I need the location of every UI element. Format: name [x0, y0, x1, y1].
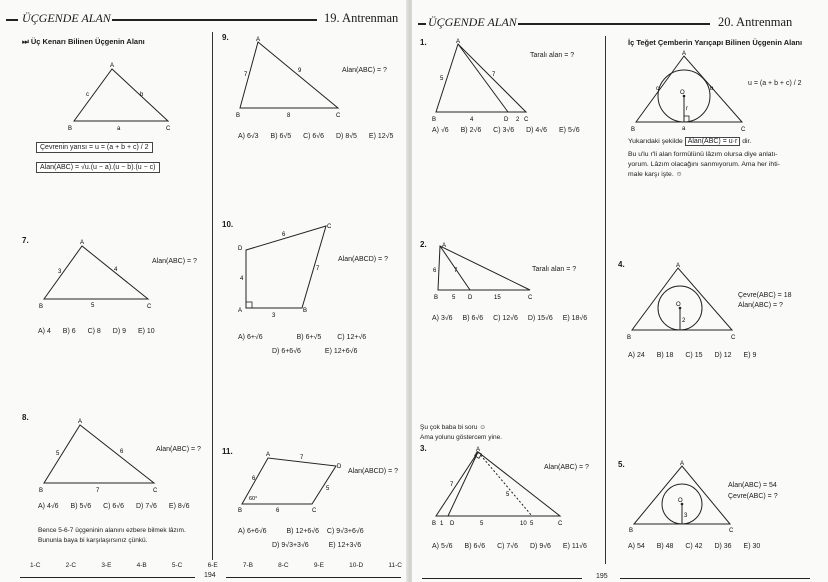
q10-quadrilateral [232, 220, 342, 320]
svg-text:1: 1 [440, 521, 444, 527]
choice[interactable]: A) 5√6 [432, 543, 453, 550]
svg-text:C: C [524, 117, 529, 123]
svg-text:C: C [336, 113, 341, 119]
svg-text:D: D [450, 521, 455, 527]
choice[interactable]: D) 9√3+3√6 [272, 542, 309, 549]
choice[interactable]: D) 6+6√6 [272, 348, 301, 355]
incircle-note-line2: yorum. Lâzım olacağını sanmıyorum. Ama her ihti- [628, 161, 780, 168]
svg-text:B: B [238, 508, 243, 514]
left-page [0, 0, 408, 582]
q1-triangle [428, 36, 538, 124]
svg-text:5: 5 [440, 76, 444, 82]
footer-rule [422, 578, 582, 579]
q3-intro-line1: Şu çok baba bi soru ☺ [420, 424, 486, 431]
q3-choices [432, 543, 597, 550]
answer-key-item: 1-C [30, 562, 41, 569]
svg-text:7: 7 [316, 266, 320, 272]
choice[interactable]: A) 4√6 [38, 503, 59, 510]
svg-text:D: D [337, 464, 342, 470]
choice[interactable]: B) 12+6√6 [286, 528, 319, 535]
answer-key-item: 10-D [349, 562, 364, 569]
svg-text:A: A [256, 37, 261, 43]
question-number: 11. [222, 447, 233, 456]
question-number: 9. [222, 33, 229, 42]
q5-choices [628, 543, 770, 550]
svg-text:C: C [147, 304, 152, 310]
svg-text:D: D [504, 117, 509, 123]
choice[interactable]: B) 18 [656, 352, 674, 359]
choice[interactable]: A) 54 [628, 543, 645, 550]
fast-forward-icon: ⏭ [22, 37, 31, 46]
q11-question: Alan(ABCD) = ? [348, 468, 398, 475]
svg-text:r: r [686, 106, 688, 112]
svg-text:7: 7 [492, 72, 496, 78]
q11-quadrilateral [234, 448, 354, 518]
q8-choices [38, 503, 199, 510]
svg-text:6: 6 [433, 268, 437, 274]
question-number: 3. [420, 444, 427, 453]
q5-triangle [626, 460, 740, 536]
q4-question: Alan(ABC) = ? [738, 302, 783, 309]
svg-text:D: D [238, 246, 243, 252]
incircle-area-formula: Alan(ABC) = u·r [685, 137, 741, 146]
svg-text:B: B [629, 528, 634, 534]
svg-text:5: 5 [326, 486, 330, 492]
q4-triangle [624, 262, 740, 342]
svg-text:5: 5 [480, 521, 484, 527]
page-number: 194 [204, 572, 216, 579]
svg-text:A: A [80, 240, 85, 246]
q7-triangle [36, 237, 156, 313]
q5-question: Çevre(ABC) = ? [728, 493, 778, 500]
svg-text:A: A [680, 461, 685, 467]
svg-text:C: C [166, 126, 171, 132]
svg-text:A: A [676, 263, 681, 269]
answer-key-item: 9-E [313, 562, 324, 569]
choice[interactable]: C) 6√6 [103, 503, 125, 510]
incircle-semiperimeter-formula: u = (a + b + c) / 2 [748, 80, 802, 87]
svg-text:C: C [731, 335, 736, 341]
question-number: 8. [22, 413, 29, 422]
choice[interactable]: E) 9 [743, 352, 757, 359]
question-number: 2. [420, 240, 427, 249]
footer-rule [20, 577, 195, 578]
q1-question: Taralı alan = ? [530, 52, 575, 59]
incircle-note-line3: male karşı işte. ☺ [628, 171, 683, 178]
svg-text:C: C [558, 521, 563, 527]
choice[interactable]: B) 6√5 [270, 133, 292, 140]
svg-text:c: c [86, 92, 89, 98]
choice[interactable]: B) 5√6 [70, 503, 92, 510]
choice[interactable]: C) 6√6 [303, 133, 325, 140]
svg-text:O: O [676, 302, 681, 308]
svg-text:B: B [39, 488, 44, 494]
choice[interactable]: E) 8√6 [168, 503, 190, 510]
q4-choices [628, 352, 766, 359]
column-divider [212, 32, 213, 560]
header-rule [418, 23, 426, 25]
choice[interactable]: E) 12+6√6 [324, 348, 358, 355]
answer-key-item: 8-C [278, 562, 289, 569]
header-rule [112, 19, 317, 21]
svg-text:O: O [680, 90, 685, 96]
svg-text:2: 2 [516, 117, 520, 123]
choice[interactable]: A) 6√3 [238, 133, 259, 140]
svg-text:B: B [39, 304, 44, 310]
q7-choices [38, 328, 165, 335]
q4-perimeter: Çevre(ABC) = 18 [738, 292, 792, 299]
svg-text:A: A [78, 419, 83, 425]
svg-text:5: 5 [452, 295, 456, 301]
answer-key-item: 3-E [101, 562, 112, 569]
svg-text:7: 7 [450, 482, 454, 488]
svg-text:B: B [303, 308, 308, 314]
choice[interactable]: D) 9 [112, 328, 127, 335]
svg-text:D: D [468, 295, 473, 301]
answer-key [30, 562, 402, 569]
semiperimeter-formula: Çevrenin yarısı = u = (a + b + c) / 2 [36, 142, 153, 153]
choice[interactable]: A) 3√6 [432, 315, 453, 322]
q3-question: Alan(ABC) = ? [544, 464, 589, 471]
svg-text:A: A [476, 447, 481, 453]
svg-text:c: c [656, 86, 659, 92]
svg-text:7: 7 [454, 268, 458, 274]
choice[interactable]: B) 48 [656, 543, 674, 550]
svg-text:C: C [729, 528, 734, 534]
svg-text:3: 3 [58, 269, 62, 275]
question-number: 10. [222, 220, 234, 229]
svg-text:C: C [327, 224, 332, 230]
svg-text:2: 2 [682, 318, 686, 324]
choice[interactable]: D) 36 [714, 543, 732, 550]
section-title: ⏭ Üç Kenarı Bilinen Üçgenin Alanı [22, 37, 145, 46]
q1-choices [432, 127, 590, 134]
incircle-note-line1: Bu u'lu r'li alan formülünü lâzım olursa diye anlatı- [628, 151, 778, 158]
incircle-triangle-figure [628, 50, 758, 136]
footer-rule [226, 577, 401, 578]
q8-question: Alan(ABC) = ? [156, 446, 201, 453]
q2-triangle [430, 240, 540, 302]
svg-text:C: C [153, 488, 158, 494]
training-number: 19. Antrenman [324, 11, 399, 25]
generic-triangle-figure [60, 58, 180, 138]
svg-text:7: 7 [300, 455, 304, 461]
svg-text:3: 3 [684, 513, 688, 519]
q9-triangle [232, 34, 352, 122]
page-number: 195 [596, 573, 608, 580]
q8-note-line1: Bence 5-6-7 üçgeninin alanını ezbere bilmek lâzım. [38, 527, 186, 534]
question-number: 7. [22, 236, 29, 245]
heron-formula: Alan(ABC) = √u.(u − a).(u − b).(u − c) [36, 162, 160, 173]
svg-text:B: B [432, 521, 437, 527]
choice[interactable]: A) 6+√6 [238, 334, 263, 341]
answer-key-item: 4-B [136, 562, 147, 569]
svg-text:O: O [678, 498, 683, 504]
svg-text:7: 7 [96, 488, 100, 494]
answer-key-item: 11-C [388, 562, 402, 569]
choice[interactable]: E) 18√6 [562, 315, 588, 322]
choice[interactable]: B) 6+√5 [296, 334, 322, 341]
header-rule [518, 23, 710, 25]
header-title: ÜÇGENDE ALAN [428, 15, 517, 29]
choice[interactable]: D) 12 [714, 352, 732, 359]
q11-choices-row1 [238, 528, 374, 535]
choice[interactable]: E) 10 [137, 328, 155, 335]
choice[interactable]: A) 6+6√6 [238, 528, 267, 535]
svg-text:A: A [266, 452, 271, 458]
svg-text:b: b [710, 86, 714, 92]
choice[interactable]: D) 8√5 [335, 133, 357, 140]
choice[interactable]: C) 3√6 [493, 127, 515, 134]
svg-text:4: 4 [114, 267, 118, 273]
svg-text:4: 4 [470, 117, 474, 123]
incircle-description: Yukarıdaki şekilde Alan(ABC) = u·r dir. [628, 138, 752, 145]
svg-text:B: B [627, 335, 632, 341]
svg-text:C: C [741, 127, 746, 133]
choice[interactable]: E) 12+3√6 [328, 542, 362, 549]
svg-text:6: 6 [252, 476, 256, 482]
svg-text:7: 7 [244, 72, 248, 78]
svg-text:5: 5 [91, 303, 95, 309]
choice[interactable]: C) 7√6 [497, 543, 519, 550]
question-number: 5. [618, 460, 625, 469]
question-number: 1. [420, 38, 427, 47]
q9-question: Alan(ABC) = ? [342, 67, 387, 74]
q7-question: Alan(ABC) = ? [152, 258, 197, 265]
choice[interactable]: D) 7√6 [135, 503, 157, 510]
svg-text:B: B [68, 126, 73, 132]
answer-key-item: 2-C [65, 562, 77, 569]
choice[interactable]: A) √6 [432, 127, 449, 134]
answer-key-item: 7-B [242, 562, 253, 569]
svg-text:15: 15 [494, 295, 501, 301]
svg-text:a: a [682, 126, 686, 132]
choice[interactable]: C) 8 [87, 328, 101, 335]
svg-text:A: A [442, 243, 447, 249]
choice[interactable]: C) 42 [685, 543, 703, 550]
q11-choices-row2 [272, 542, 371, 549]
right-page [412, 0, 828, 582]
choice[interactable]: D) 9√6 [529, 543, 551, 550]
svg-text:60°: 60° [249, 496, 258, 502]
question-number: 4. [618, 260, 625, 269]
svg-text:B: B [434, 295, 439, 301]
choice[interactable]: B) 2√6 [460, 127, 482, 134]
svg-text:10: 10 [520, 521, 527, 527]
choice[interactable]: C) 12+√6 [337, 334, 367, 341]
svg-text:b: b [140, 92, 144, 98]
q10-choices-row1 [238, 334, 376, 341]
svg-text:A: A [456, 39, 461, 45]
svg-text:6: 6 [120, 449, 124, 455]
q10-choices-row2 [272, 348, 367, 355]
header-title: ÜÇGENDE ALAN [22, 11, 111, 25]
footer-rule [620, 578, 810, 579]
svg-text:C: C [312, 508, 317, 514]
choice[interactable]: B) 6 [62, 328, 76, 335]
q8-note-line2: Bununla baya bi karşılaşırsınız çünkü. [38, 537, 148, 544]
choice[interactable]: E) 12√5 [368, 133, 394, 140]
svg-text:3: 3 [272, 313, 276, 319]
svg-text:6: 6 [276, 508, 280, 514]
svg-text:8: 8 [287, 113, 291, 119]
svg-text:5: 5 [530, 521, 534, 527]
choice[interactable]: B) 6√6 [464, 543, 486, 550]
q3-intro-line2: Ama yolunu göstercem yine. [420, 434, 503, 441]
q3-triangle [428, 444, 568, 530]
q5-area: Alan(ABC) = 54 [728, 482, 777, 489]
svg-text:C: C [528, 295, 533, 301]
q8-triangle [36, 415, 166, 495]
section-title: İç Teğet Çemberin Yarıçapı Bilinen Üçgenin Alanı [628, 38, 803, 47]
svg-text:B: B [432, 117, 437, 123]
q2-question: Taralı alan = ? [532, 266, 577, 273]
header-rule [6, 19, 18, 21]
svg-text:A: A [238, 308, 243, 314]
choice[interactable]: A) 4 [38, 328, 51, 335]
svg-text:a: a [117, 126, 121, 132]
choice[interactable]: E) 30 [743, 543, 761, 550]
answer-key-item: 6-E [207, 562, 218, 569]
svg-text:A: A [110, 63, 115, 69]
choice[interactable]: B) 6√6 [462, 315, 484, 322]
svg-text:5: 5 [56, 451, 60, 457]
choice[interactable]: C) 9√3+6√6 [326, 528, 364, 535]
choice[interactable]: C) 15 [685, 352, 703, 359]
choice[interactable]: D) 4√6 [526, 127, 548, 134]
choice[interactable]: A) 24 [628, 352, 645, 359]
choice[interactable]: E) 11√6 [562, 543, 587, 550]
svg-text:B: B [631, 127, 636, 133]
svg-text:5: 5 [506, 492, 510, 498]
choice[interactable]: D) 15√6 [527, 315, 553, 322]
training-number: 20. Antrenman [718, 15, 793, 29]
svg-text:6: 6 [282, 232, 286, 238]
q10-question: Alan(ABCD) = ? [338, 256, 388, 263]
svg-text:B: B [236, 113, 241, 119]
column-divider [605, 36, 606, 564]
svg-text:4: 4 [240, 276, 244, 282]
svg-text:9: 9 [298, 68, 302, 74]
answer-key-item: 5-C [171, 562, 183, 569]
q9-choices [238, 133, 403, 140]
svg-text:A: A [682, 51, 687, 57]
choice[interactable]: E) 5√6 [559, 127, 580, 134]
q2-choices [432, 315, 597, 322]
choice[interactable]: C) 12√6 [493, 315, 518, 322]
